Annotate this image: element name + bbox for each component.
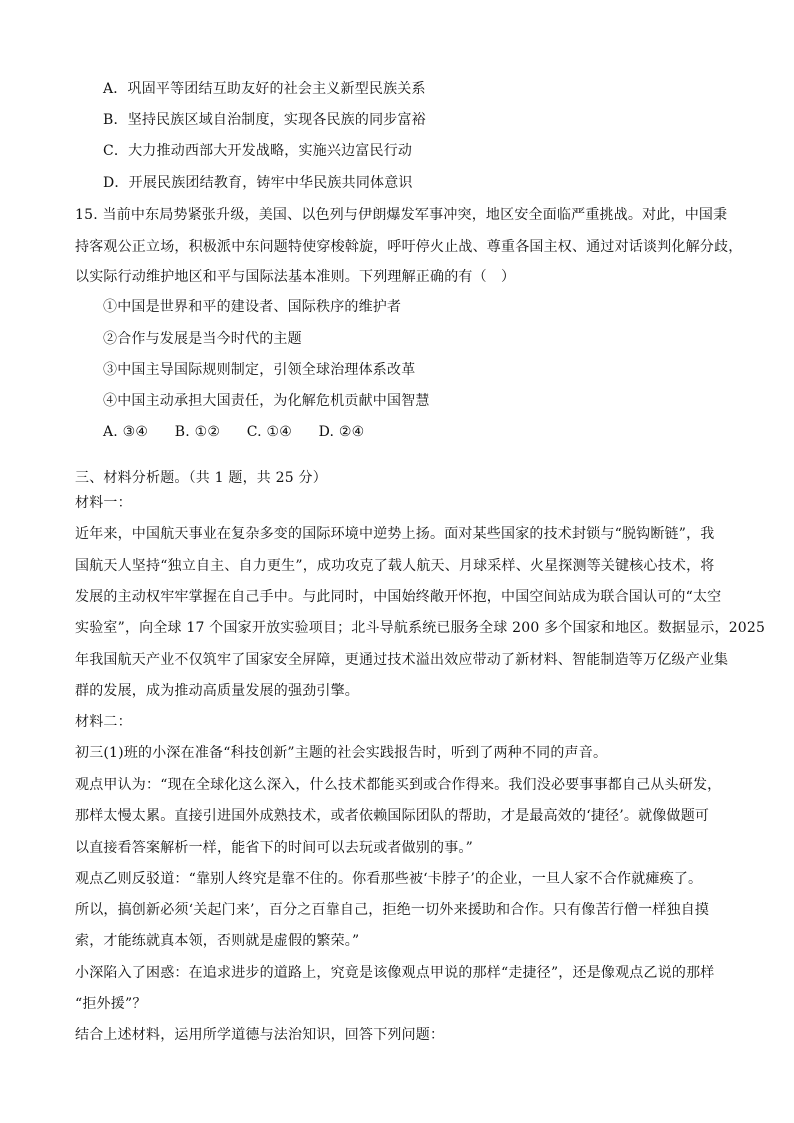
material-1-line: 国航天人坚持“独立自主、自力更生”，成功攻克了载人航天、月球采样、火星探测等关键核心技术，将 — [75, 558, 715, 574]
choice-b: B. ①② — [174, 424, 221, 440]
material-2-line: 所以，搞创新必须‘关起门来’，百分之百靠自己，拒绝一切外来援助和合作。只有像苦行僧一样独自摸 — [75, 902, 710, 918]
choice-a: A. ③④ — [103, 424, 149, 440]
option-c: C．大力推动西部大开发战略，实施兴边富民行动 — [103, 143, 413, 159]
material-2-line: 索，才能练就真本领，否则就是虚假的繁荣。” — [75, 933, 360, 949]
question-15-line-1: 15. 当前中东局势紧张升级，美国、以色列与伊朗爆发军事冲突，地区安全面临严重挑战。对此，中国秉 — [75, 207, 728, 223]
option-d: D．开展民族团结教育，铸牢中华民族共同体意识 — [103, 175, 413, 191]
material-2-line: 观点甲认为：“现在全球化这么深入，什么技术都能买到或合作得来。我们没必要事事都自己从头研发， — [75, 777, 722, 793]
choice-c: C. ①④ — [246, 424, 292, 440]
material-1-line: 发展的主动权牢牢掌握在自己手中。与此同时，中国始终敞开怀抱，中国空间站成为联合国认可的“太空 — [75, 589, 722, 605]
statement-1: ①中国是世界和平的建设者、国际秩序的维护者 — [103, 299, 402, 315]
material-1-label: 材料一： — [75, 495, 132, 511]
answer-choices — [103, 422, 386, 442]
question-15-line-3: 以实际行动维护地区和平与国际法基本准则。下列理解正确的有（ ） — [75, 269, 516, 285]
option-a: A．巩固平等团结互助友好的社会主义新型民族关系 — [103, 81, 426, 97]
material-2-line: 观点乙则反驳道：“靠别人终究是靠不住的。你看那些被‘卡脖子’的企业，一旦人家不合作就瘫痪了。 — [75, 871, 703, 887]
material-2-line: 小深陷入了困惑：在追求进步的道路上，究竟是该像观点甲说的那样“走捷径”，还是像观点乙说的那样 — [75, 965, 715, 981]
material-1-line: 近年来，中国航天事业在复杂多变的国际环境中逆势上扬。面对某些国家的技术封锁与“脱钩断链”，我 — [75, 526, 715, 542]
material-2-line: 那样太慢太累。直接引进国外成熟技术，或者依赖国际团队的帮助，才是最高效的‘捷径’。就像做题可 — [75, 808, 710, 824]
material-2-line: 以直接看答案解析一样，能省下的时间可以去玩或者做别的事。” — [75, 840, 473, 856]
material-1-line: 实验室”，向全球 17 个国家开放实验项目；北斗导航系统已服务全球 200 多个国家和地区。数据显示，2025 — [75, 620, 766, 636]
material-1-line: 年我国航天产业不仅筑牢了国家安全屏障，更通过技术溢出效应带动了新材料、智能制造等万亿级产业集 — [75, 652, 729, 668]
material-2-label: 材料二： — [75, 714, 132, 730]
statement-3: ③中国主导国际规则制定，引领全球治理体系改革 — [103, 362, 416, 378]
material-2-line: “拒外援”？ — [75, 996, 147, 1012]
statement-2: ②合作与发展是当今时代的主题 — [103, 331, 302, 347]
choice-d: D. ②④ — [318, 424, 365, 440]
option-b: B．坚持民族区域自治制度，实现各民族的同步富裕 — [103, 112, 426, 128]
question-15-line-2: 持客观公正立场，积极派中东问题特使穿梭斡旋，呼吁停火止战、尊重各国主权、通过对话谈判化解分歧， — [75, 239, 743, 255]
material-2-line: 初三(1)班的小深在准备“科技创新”主题的社会实践报告时，听到了两种不同的声音。 — [75, 745, 608, 761]
statement-4: ④中国主动承担大国责任，为化解危机贡献中国智慧 — [103, 393, 430, 409]
material-2-line: 结合上述材料，运用所学道德与法治知识，回答下列问题： — [75, 1027, 445, 1043]
material-1-line: 群的发展，成为推动高质量发展的强劲引擎。 — [75, 683, 359, 699]
section-heading: 三、材料分析题。（共 1 题，共 25 分） — [75, 470, 327, 486]
